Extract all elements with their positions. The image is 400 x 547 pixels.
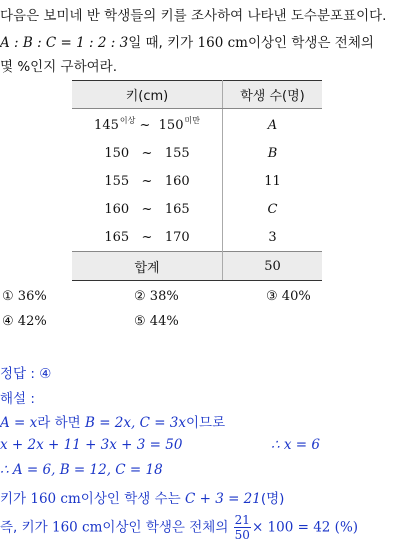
count-cell: C: [267, 201, 278, 217]
solution-step-4: 키가 160 cm이상인 학생 수는 C + 3 = 21(명): [0, 491, 285, 507]
table-total-row: [72, 252, 322, 281]
height-range: 155 ~ 160: [72, 167, 223, 195]
choice-4[interactable]: ④ 42%: [2, 314, 47, 329]
table-row: [72, 195, 322, 223]
height-range: 160 ~ 165: [72, 195, 223, 223]
choice-2[interactable]: ② 38%: [134, 289, 179, 304]
height-range: 145이상 ~ 150미만: [72, 109, 223, 140]
solution-step-3: ∴ A = 6, B = 12, C = 18: [0, 462, 163, 478]
height-value: 160 cm: [197, 35, 248, 51]
choice-5[interactable]: ⑤ 44%: [134, 314, 179, 329]
solution-step-1: A = x라 하면 B = 2x, C = 3x이므로: [0, 415, 226, 431]
question-text-b: 이상인 학생은 전체의: [247, 35, 374, 51]
count-cell: A: [267, 117, 278, 133]
question-text-a: 일 때, 키가: [128, 35, 198, 51]
count-cell: 3: [268, 229, 277, 245]
fraction: $\frac{21}{50}$: [234, 513, 250, 542]
table-row: [72, 223, 322, 252]
table-header-row: [72, 81, 322, 109]
solution-step-2: x + 2x + 11 + 3x + 3 = 50: [0, 437, 183, 453]
question-line-1: 다음은 보미네 반 학생들의 키를 조사하여 나타낸 도수분포표이다.: [0, 8, 387, 24]
total-value: 50: [223, 252, 323, 281]
question-line-2: [0, 31, 374, 51]
solution-heading: 해설 :: [0, 391, 35, 407]
height-range: 150 ~ 155: [72, 139, 223, 167]
frequency-table: [72, 80, 322, 281]
height-range: 165 ~ 170: [72, 223, 223, 252]
header-height: 키(cm): [72, 81, 223, 109]
question-line-3: 몇 %인지 구하여라.: [0, 59, 117, 75]
table-row: [72, 109, 322, 140]
answer: 정답 : ④: [0, 366, 52, 382]
count-cell: 11: [264, 173, 281, 189]
choice-1[interactable]: ① 36%: [2, 289, 47, 304]
choice-3[interactable]: ③ 40%: [266, 289, 311, 304]
ratio-expression: A : B : C = 1 : 2 : 3: [0, 35, 129, 51]
table-row: [72, 139, 322, 167]
count-cell: B: [267, 145, 278, 161]
table-row: [72, 167, 322, 195]
solution-step-5: 즉, 키가 160 cm이상인 학생은 전체의 $\frac{21}{50}$ × 100 = 42 (%): [0, 513, 359, 542]
total-label: 합계: [72, 252, 223, 281]
header-count: 학생 수(명): [223, 81, 323, 109]
solution-step-2-result: ∴ x = 6: [271, 437, 320, 453]
